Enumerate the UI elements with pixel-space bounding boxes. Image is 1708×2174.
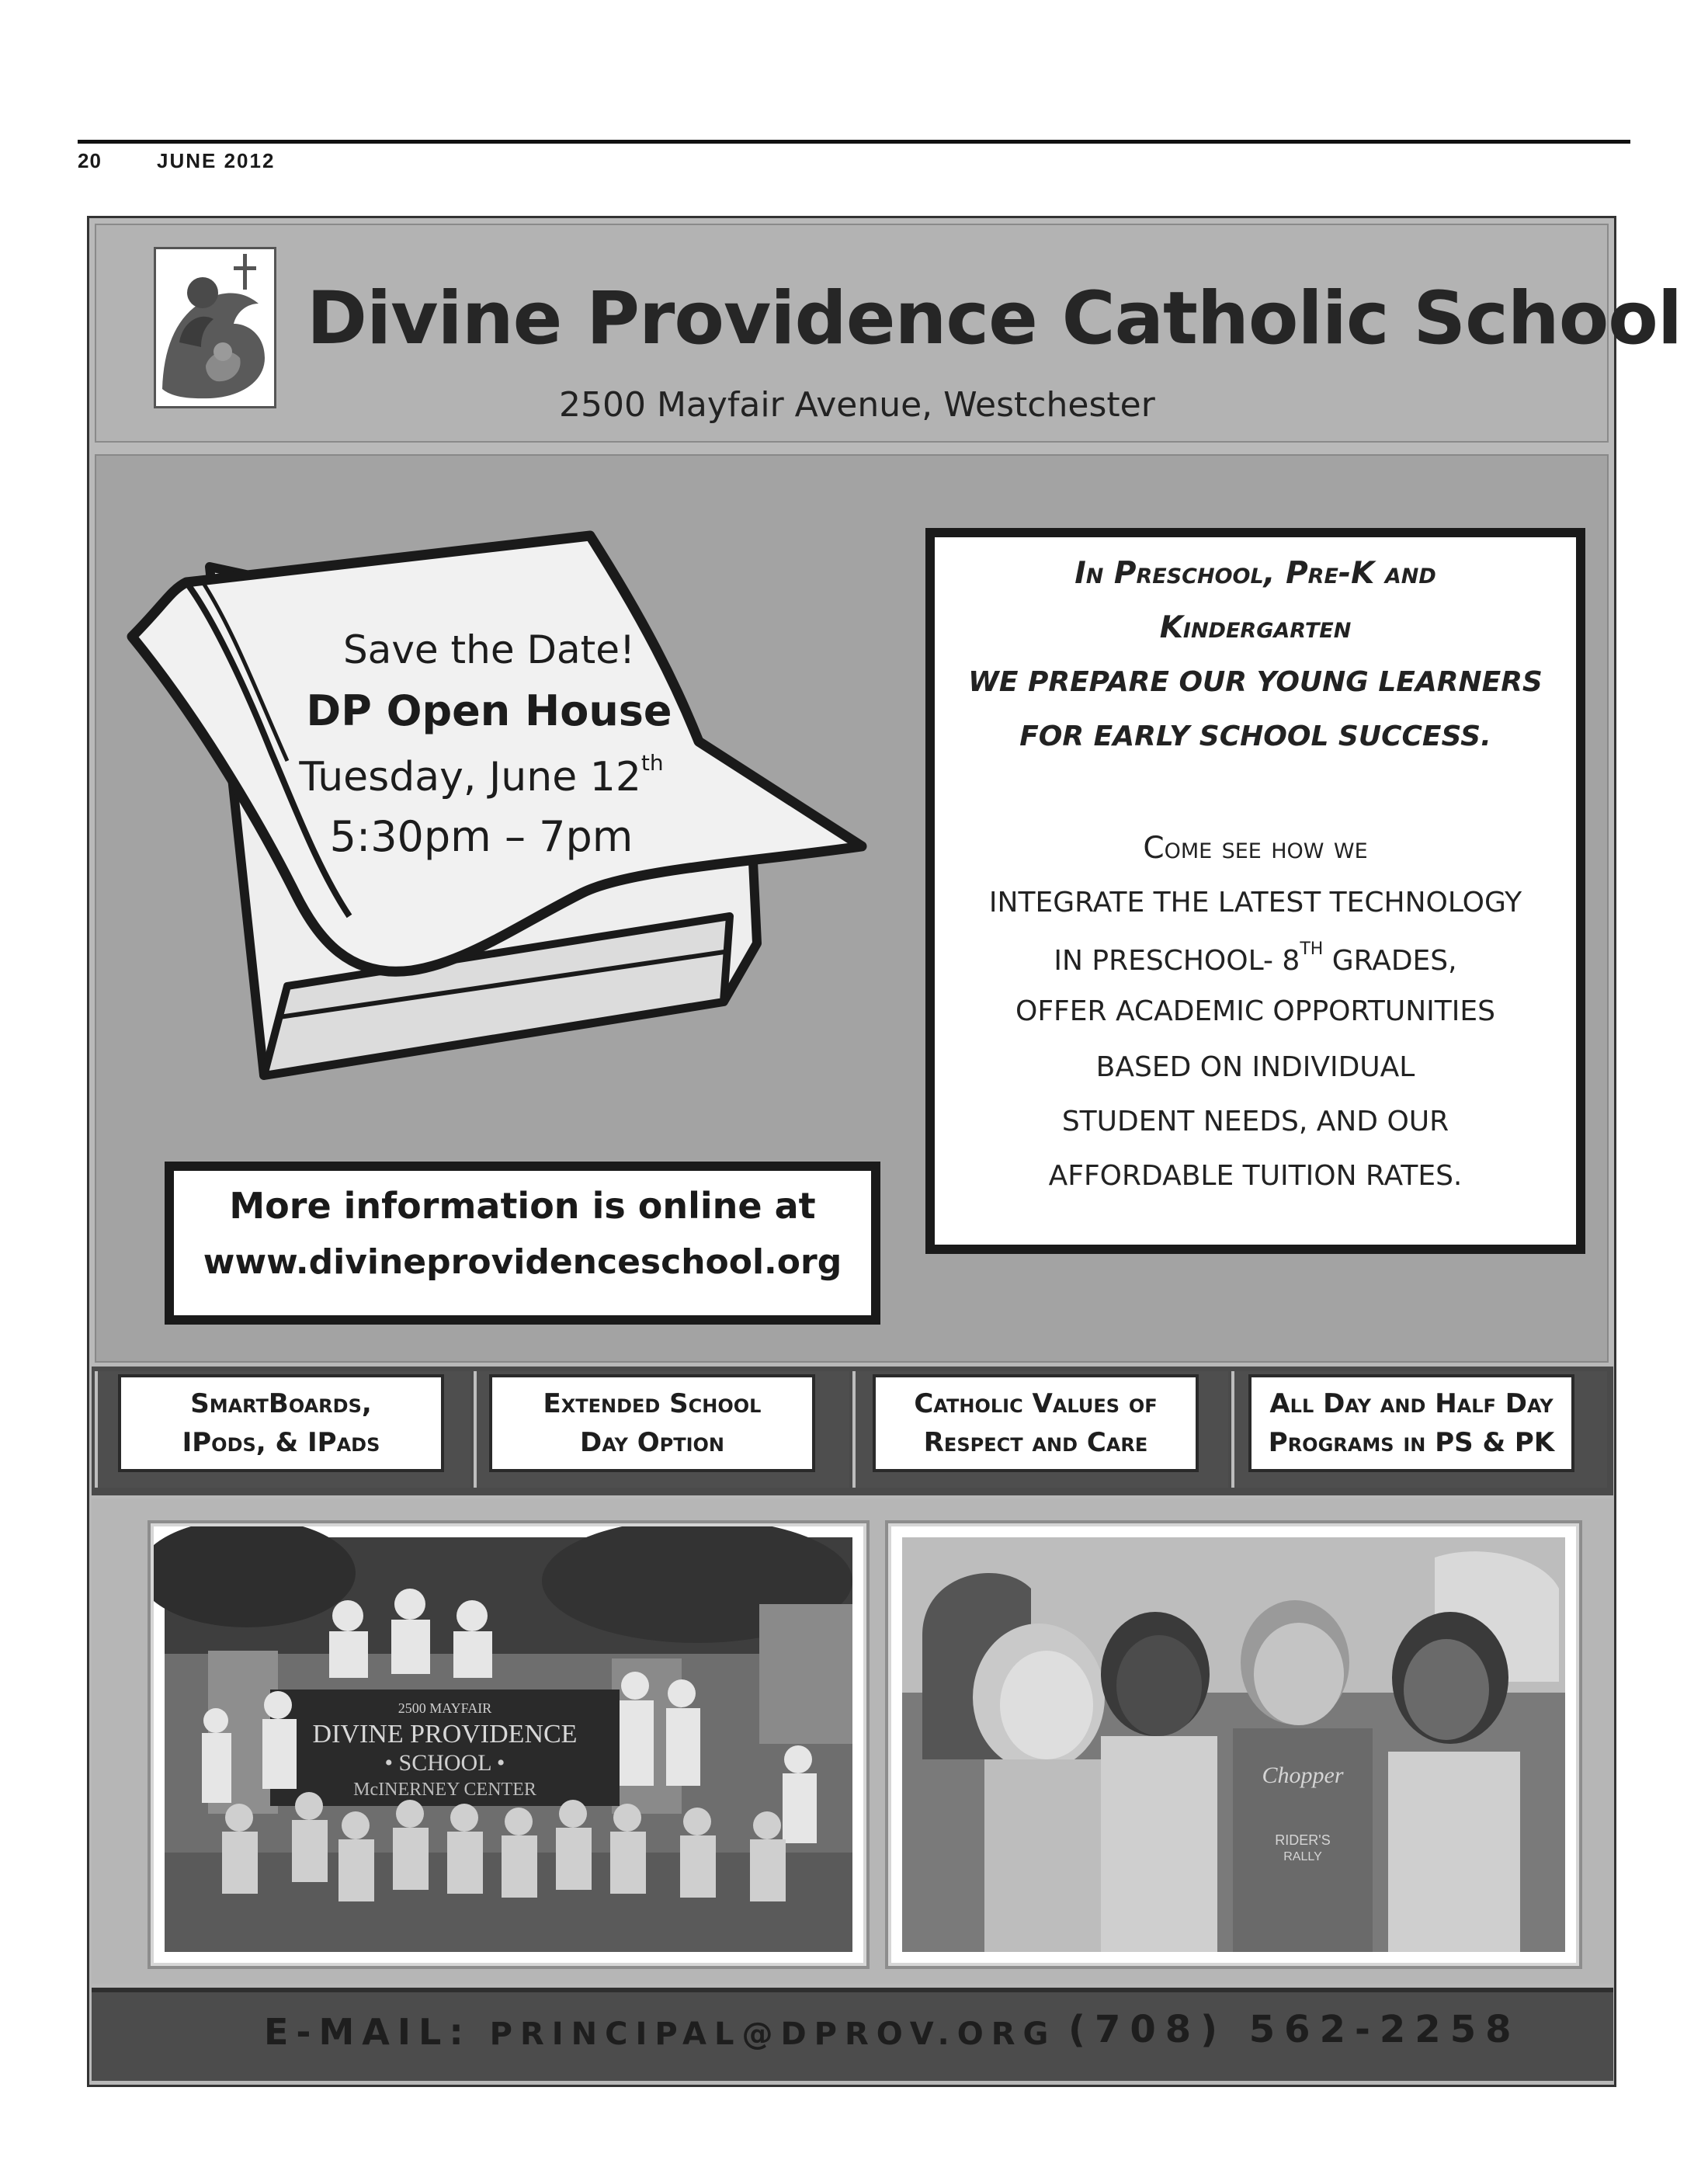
students-photo [151, 1523, 866, 1966]
feature-label: All Day and Half Day [1269, 1388, 1554, 1419]
more-info-text: More information is online at [229, 1185, 816, 1227]
programs-heading-line1: In Preschool, Pre-K and [1074, 556, 1436, 591]
programs-body-line6: STUDENT NEEDS, AND OUR [1061, 1106, 1449, 1137]
feature-label: Day Option [580, 1427, 724, 1458]
preschoolers-photo-image [891, 1526, 1576, 1963]
event-time: 5:30pm – 7pm [329, 812, 634, 861]
programs-body-line3-suffix: TH [1300, 939, 1324, 959]
programs-heading-line2: Kindergarten [1159, 610, 1352, 645]
students-photo-image [154, 1526, 863, 1963]
sign-text-name: DIVINE PROVIDENCE [312, 1720, 578, 1749]
feature-label: Respect and Care [923, 1427, 1148, 1458]
feature-label: Programs in PS & PK [1268, 1427, 1555, 1458]
feature-label: SmartBoards, [190, 1388, 372, 1419]
event-day-suffix: th [640, 750, 664, 776]
sign-text-center: McINERNEY CENTER [353, 1780, 536, 1800]
programs-body-line4: OFFER ACADEMIC OPPORTUNITIES [1015, 995, 1495, 1027]
programs-body-line3-start: IN PRESCHOOL- 8 [1054, 945, 1300, 977]
programs-body-line1: Come see how we [1143, 831, 1368, 866]
programs-tagline-line1: WE PREPARE OUR YOUNG LEARNERS [968, 666, 1543, 698]
feature-label: Catholic Values of [914, 1388, 1158, 1419]
feature-label: Extended School [543, 1388, 762, 1419]
email-link[interactable]: PRINCIPAL@DPROV.ORG [489, 2016, 1057, 2052]
event-day [264, 750, 699, 800]
programs-body-line3 [936, 939, 1575, 977]
event-day-text: Tuesday, June 12 [299, 754, 641, 800]
footer-email [264, 2011, 1056, 2053]
preschoolers-photo [888, 1523, 1579, 1966]
feature-technology [118, 1374, 444, 1472]
programs-tagline-line2: FOR EARLY SCHOOL SUCCESS. [1019, 721, 1491, 752]
save-the-date-text: Save the Date! [342, 627, 636, 672]
shirt-text-riders: RIDER'S [1275, 1832, 1331, 1848]
shirt-text-rally: RALLY [1283, 1850, 1322, 1863]
feature-extended-day [489, 1374, 815, 1472]
programs-body-line2: INTEGRATE THE LATEST TECHNOLOGY [988, 887, 1522, 919]
top-rule [78, 140, 1630, 144]
programs-body-line5: BASED ON INDIVIDUAL [1095, 1051, 1415, 1083]
school-logo-icon [156, 249, 274, 406]
feature-catholic-values [873, 1374, 1199, 1472]
sign-text-address: 2500 MAYFAIR [397, 1700, 492, 1716]
website-link[interactable]: www.divineprovidenceschool.org [203, 1242, 842, 1282]
programs-body-line3-end: GRADES, [1323, 945, 1457, 977]
shirt-text-chopper: Chopper [1262, 1762, 1344, 1788]
open-house-title: DP Open House [306, 686, 672, 735]
school-name: Divine Providence Catholic School [307, 276, 1682, 361]
issue-date: JUNE 2012 [157, 149, 276, 172]
email-label: E-MAIL: [264, 2011, 471, 2053]
programs-body-line7: AFFORDABLE TUITION RATES. [1048, 1160, 1463, 1192]
sign-text-school: • SCHOOL • [384, 1750, 505, 1776]
school-address: 2500 Mayfair Avenue, Westchester [559, 385, 1155, 425]
page-number: 20 [78, 149, 102, 172]
feature-day-programs [1248, 1374, 1574, 1472]
phone-number: (708) 562-2258 [1068, 2008, 1521, 2051]
feature-label: IPods, & IPads [182, 1427, 380, 1458]
school-logo [154, 247, 276, 408]
